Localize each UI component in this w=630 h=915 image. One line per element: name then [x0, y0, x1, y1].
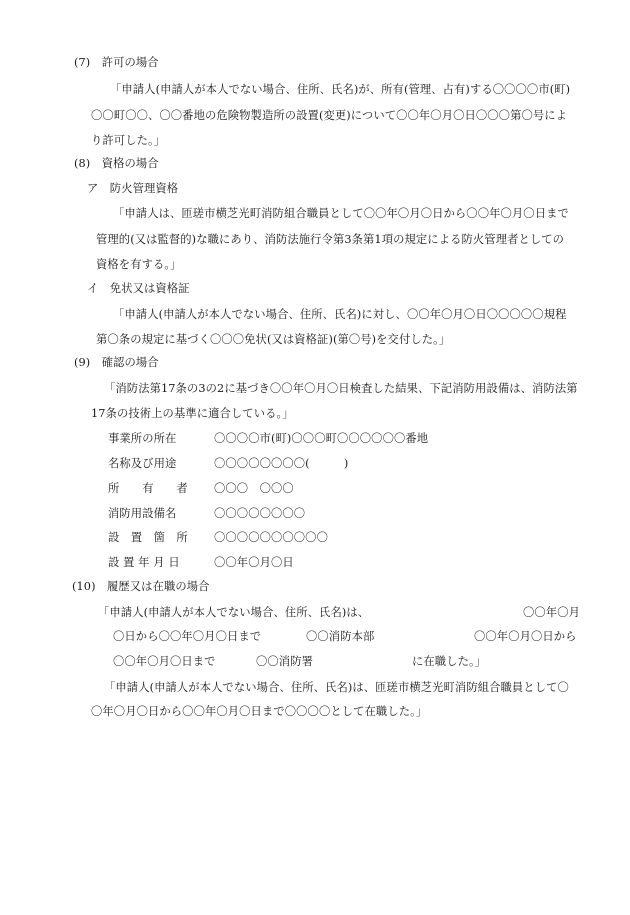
section-8a-heading: ア 防火管理資格 [87, 182, 179, 195]
section-10-text-part: 〇日から〇〇年〇月〇日まで [113, 630, 262, 643]
section-8a-text-line: 資格を有する。」 [96, 258, 182, 271]
section-7-text-line: り許可した。」 [91, 134, 166, 147]
table-row-value: 〇〇年〇月〇日 [214, 556, 294, 569]
section-8a-text-line: 管理的(又は監督的)な職にあり、消防法施行令第3条第1項の規定による防火管理者としての [96, 233, 565, 246]
section-9-text-line: 「消防法第17条の3の2に基づき〇〇年〇月〇日検査した結果、下記消防用設備は、消防法第 [104, 382, 578, 395]
section-8a-text-line: 「申請人は、匝瑳市横芝光町消防組合職員として〇〇年〇月〇日から〇〇年〇月〇日まで [113, 207, 569, 220]
table-row-label: 消防用設備名 [108, 507, 177, 520]
table-row-value: 〇〇〇〇〇〇〇〇( ) [214, 457, 349, 470]
section-10-text-part: 〇〇年〇月〇日まで [113, 655, 216, 668]
section-7-heading: (7) 許可の場合 [74, 56, 159, 69]
section-9-heading: (9) 確認の場合 [74, 356, 159, 369]
table-row-label: 事業所の所在 [108, 432, 177, 445]
section-8b-text-line: 「申請人(申請人が本人でない場合、住所、氏名)に対し、〇〇年〇月〇日〇〇〇〇〇規程 [113, 308, 567, 321]
section-8b-text-line: 第〇条の規定に基づく〇〇〇免状(又は資格証)(第〇号)を交付した。」 [96, 333, 451, 346]
table-row-label: 設 置 年 月 日 [108, 556, 180, 569]
section-10-heading: (10) 履歴又は在職の場合 [72, 580, 210, 593]
table-row-value: 〇〇〇 〇〇〇 [214, 482, 294, 495]
table-row-value: 〇〇〇〇市(町)〇〇〇町〇〇〇〇〇〇番地 [214, 432, 429, 445]
section-10-text-part: 〇〇消防署 [256, 655, 313, 668]
section-8b-heading: イ 免状又は資格証 [87, 282, 190, 295]
table-row-value: 〇〇〇〇〇〇〇〇〇〇 [214, 531, 328, 544]
section-10-text-part: に在職した。」 [412, 655, 487, 668]
table-row-label: 名称及び用途 [108, 457, 177, 470]
section-10-text-part: 〇〇年〇月〇日から [474, 630, 577, 643]
section-7-text-line: 〇〇町〇〇、〇〇番地の危険物製造所の設置(変更)について〇〇年〇月〇日〇〇〇第〇号によ [91, 109, 568, 122]
section-9-text-line: 17条の技術上の基準に適合している。」 [91, 407, 294, 420]
section-7-text-line: 「申請人(申請人が本人でない場合、住所、氏名)が、所有(管理、占有)する〇〇〇〇市(町) [110, 83, 571, 96]
section-10-text-line: 〇年〇月〇日から〇〇年〇月〇日まで〇〇〇〇として在職した。」 [91, 705, 428, 718]
table-row-label: 所 有 者 [108, 482, 188, 495]
section-10-text-part: 〇〇年〇月 [523, 606, 580, 619]
section-10-text-part: 〇〇消防本部 [306, 630, 375, 643]
table-row-label: 設 置 箇 所 [108, 531, 188, 544]
table-row-value: 〇〇〇〇〇〇〇〇 [214, 507, 306, 520]
section-10-text-part: 「申請人(申請人が本人でない場合、住所、氏名)は、 [98, 606, 370, 619]
section-10-text-line: 「申請人(申請人が本人でない場合、住所、氏名)は、匝瑳市横芝光町消防組合職員として〇 [104, 681, 569, 694]
section-8-heading: (8) 資格の場合 [74, 157, 159, 170]
